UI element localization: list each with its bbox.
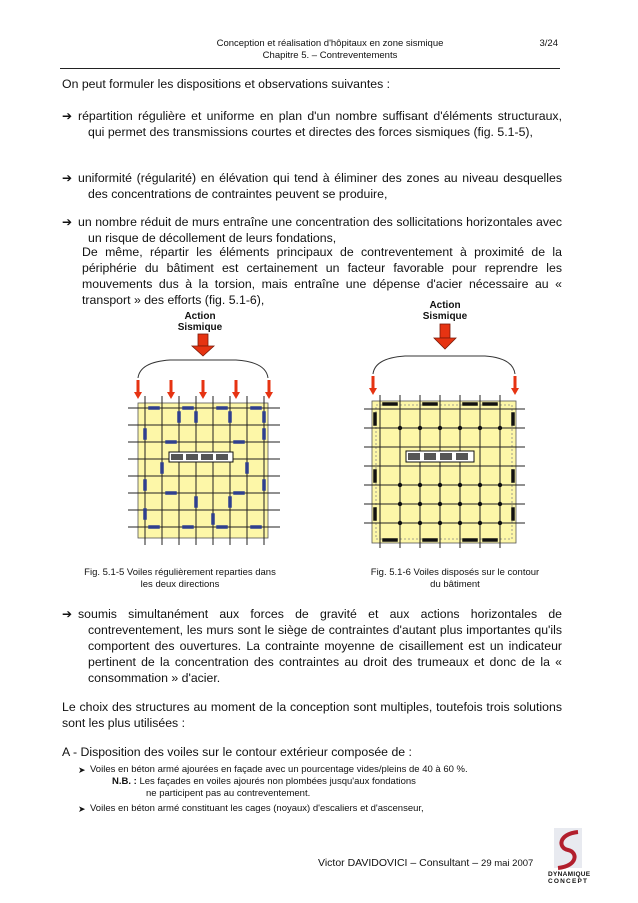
sub-bullet-2	[78, 803, 424, 815]
fig-right-caption	[340, 567, 570, 591]
fig-left-small-arrows	[134, 380, 273, 399]
bullet-3-continuation: De même, répartir les éléments principaux de contreventement à proximité de la périphérie du bâtiment est certainement un facteur favorable pour reprendre les mouvements dus à la torsion, mais entraîne une dépense d'acier nécessaire au « transport » des efforts (fig. 5.1-6),	[82, 245, 562, 307]
arrow-bullet-icon: ➔	[62, 607, 73, 621]
header-chapter: Chapitre 5. – Contreventements	[262, 50, 398, 61]
fig-left-diagram	[128, 334, 280, 545]
section-a-heading: A - Disposition des voiles sur le contour extérieur composée de :	[62, 745, 412, 759]
nb-text: Les façades en voiles ajourés non plombées jusqu'aux fondations	[139, 776, 416, 787]
fig-left-core	[169, 452, 233, 462]
fig-right-core	[406, 451, 474, 462]
sub-bullet-2-text: Voiles en béton armé constituant les cages (noyaux) d'escaliers et d'ascenseur,	[90, 803, 424, 814]
sub-bullet-1	[78, 764, 468, 776]
fig-right-sismique-word: Sismique	[422, 311, 468, 322]
footer-date: 29 mai 2007	[481, 858, 534, 869]
fig-left-main-arrow	[192, 334, 214, 356]
nb-label: N.B. :	[112, 776, 137, 787]
header-title: Conception et réalisation d'hôpitaux en zone sismique	[216, 38, 444, 49]
bullet-2-text: uniformité (régularité) en élévation qui tend à éliminer des zones au niveau desquelles des concentrations de contraintes peuvent se produire,	[78, 171, 562, 201]
fig-right-caption-line1: Fig. 5.1-6 Voiles disposés sur le contour	[370, 567, 540, 578]
bullet-3-text: un nombre réduit de murs entraîne une concentration des sollicitations horizontales avec un risque de décollement de leurs fondations,	[78, 215, 562, 245]
arrow-bullet-icon: ➔	[62, 171, 73, 185]
chevron-right-icon: ➤	[78, 765, 86, 775]
chevron-right-icon: ➤	[78, 804, 86, 814]
arrow-bullet-icon: ➔	[62, 109, 73, 123]
choice-paragraph: Le choix des structures au moment de la conception sont multiples, toutefois trois solutions sont les plus utilisées :	[62, 700, 562, 730]
fig-right-caption-line2: du bâtiment	[430, 579, 480, 590]
intro-text: On peut formuler les dispositions et observations suivantes :	[62, 77, 391, 91]
logo-line1: DYNAMIQUE	[548, 871, 591, 878]
fig-right-action-word: Action	[429, 300, 461, 311]
fig-right-small-arrows	[369, 376, 519, 395]
fig-left-caption	[60, 567, 300, 591]
bullet-1-text: répartition régulière et uniforme en plan d'un nombre suffisant d'éléments structuraux, qui permet des transmissions courtes et directes des forces sismiques (fig. 5.1-5),	[78, 109, 562, 139]
footer-author	[318, 857, 533, 869]
fig-left-sismique-word: Sismique	[177, 322, 223, 333]
sub-bullet-1-text: Voiles en béton armé ajourées en façade avec un pourcentage vides/pleins de 40 à 60 %.	[90, 764, 468, 775]
arrow-bullet-icon: ➔	[62, 215, 73, 229]
nb-note	[112, 776, 416, 788]
fig-left-caption-line1: Fig. 5.1-5 Voiles régulièrement reparties dans	[84, 567, 276, 578]
fig-right-plan	[372, 401, 516, 543]
fig-left-caption-line2: les deux directions	[140, 579, 220, 590]
fig-left-action-word: Action	[184, 311, 216, 322]
page-number: 3/24	[539, 38, 558, 49]
bullet-4	[62, 606, 562, 686]
dynamique-concept-logo	[548, 826, 588, 874]
logo-line2: CONCEPT	[548, 878, 589, 885]
fig-right-diagram	[364, 324, 525, 548]
fig-right-main-arrow	[434, 324, 456, 349]
bullet-4-text: soumis simultanément aux forces de gravité et aux actions horizontales de contreventement, les murs sont le siège de contraintes d'autant plus importantes qu'ils comportent des ouvertures. La contrainte moyenne de cisaillement est un indicateur pertinent de la concentration des contraintes au droit des trumeaux et donc de la « consommation » d'acier.	[78, 607, 562, 685]
nb-note-line2: ne participent pas au contreventement.	[146, 788, 311, 799]
footer-author-text: Victor DAVIDOVICI – Consultant –	[318, 857, 479, 869]
